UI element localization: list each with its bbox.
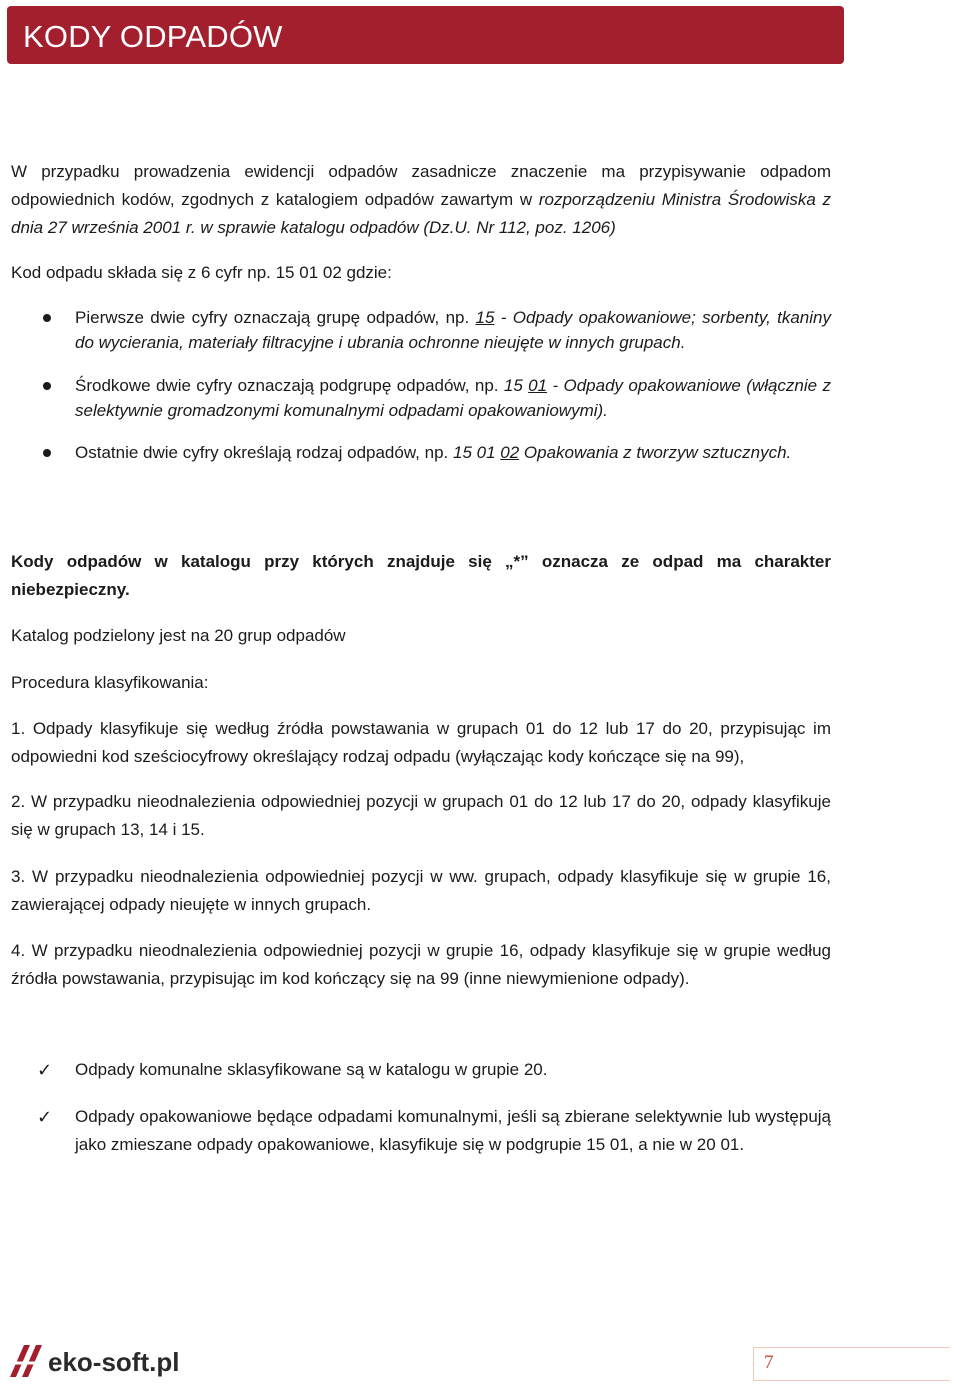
bullet-item (43, 373, 831, 423)
procedure-step: 4. W przypadku nieodnalezienia odpowiedniej pozycji w grupie 16, odpady klasyfikuje się w grupie według źródła powstawania, przypisując im kod kończący się na 99 (inne niewymienione odpady). (11, 941, 831, 988)
eko-soft-logo (4, 1337, 218, 1383)
bullet-example-code: 02 (500, 443, 520, 462)
title-banner (7, 6, 844, 64)
code-structure-text: Kod odpadu składa się z 6 cyfr np. 15 01 02 gdzie: (11, 263, 392, 282)
bullet-icon (43, 314, 51, 322)
procedure-step: 2. W przypadku nieodnalezienia odpowiedniej pozycji w grupach 01 do 12 lub 17 do 20, odpady klasyfikuje się w grupach 13, 14 i 15. (11, 792, 831, 839)
page-number: 7 (764, 1352, 774, 1373)
bullet-lead: Ostatnie dwie cyfry określają rodzaj odpadów, np. (75, 443, 453, 462)
bullet-icon (43, 449, 51, 457)
checkmark-icon: ✓ (37, 1060, 53, 1080)
procedure-heading: Procedura klasyfikowania: (11, 673, 209, 692)
check-item (37, 1103, 831, 1159)
intro-text: W przypadku prowadzenia ewidencji odpadów zasadnicze znaczenie ma przypisywanie odpadom odpowiednich kodów, zgodnych z katalogiem odpadów zawartym w (11, 162, 831, 209)
bullet-example-prefix: 15 01 (452, 443, 501, 462)
logo-text: eko-soft.pl (48, 1347, 180, 1377)
bullet-example-code: 15 (475, 308, 495, 327)
bullet-item (43, 440, 831, 465)
catalog-groups-text: Katalog podzielony jest na 20 grup odpadów (11, 626, 346, 645)
bullet-example-code: 01 (528, 376, 548, 395)
bullet-example: Opakowania z tworzyw sztucznych. (519, 443, 792, 462)
bullet-item (43, 305, 831, 355)
procedure-step: 1. Odpady klasyfikuje się według źródła powstawania w grupach 01 do 12 lub 17 do 20, przypisując im odpowiedni kod sześciocyfrowy określający rodzaj odpadu (wyłączając kody kończące się na 99), (11, 719, 831, 766)
hazard-note: Kody odpadów w katalogu przy których znajduje się „*” oznacza ze odpad ma charakter niebezpieczny. (11, 552, 831, 599)
bullet-example: - Odpady opakowaniowe (włącznie z selektywnie gromadzonymi komunalnymi odpadami opakowaniowymi). (75, 376, 831, 420)
bullet-lead: Środkowe dwie cyfry oznaczają podgrupę odpadów, np. (75, 376, 504, 395)
check-text: Odpady komunalne sklasyfikowane są w katalogu w grupie 20. (75, 1060, 548, 1079)
bullet-example-prefix: 15 (503, 376, 529, 395)
checkmark-icon: ✓ (37, 1107, 53, 1127)
intro-regulation-reference: rozporządzeniu Ministra Środowiska z dnia 27 września 2001 r. w sprawie katalogu odpadów (Dz.U. Nr 112, poz. 1206) (11, 190, 831, 237)
procedure-step: 3. W przypadku nieodnalezienia odpowiedniej pozycji w ww. grupach, odpady klasyfikuje się w grupie 16, zawierającej odpady nieujęte w innych grupach. (11, 867, 831, 914)
bullet-lead: Pierwsze dwie cyfry oznaczają grupę odpadów, np. (75, 308, 476, 327)
page-title: KODY ODPADÓW (23, 19, 283, 54)
check-item (37, 1056, 831, 1084)
page-number-box (753, 1347, 950, 1381)
bullet-example: - Odpady opakowaniowe; sorbenty, tkaniny do wycierania, materiały filtracyjne i ubrania ochronne nieujęte w innych grupach. (75, 308, 831, 352)
intro-paragraph (11, 158, 831, 242)
bullet-icon (43, 382, 51, 390)
check-text: Odpady opakowaniowe będące odpadami komunalnymi, jeśli są zbierane selektywnie lub występują jako zmieszane odpady opakowaniowe, klasyfikuje się w podgrupie 15 01, a nie w 20 01. (75, 1107, 831, 1154)
eko-soft-logo-icon (4, 1337, 218, 1383)
